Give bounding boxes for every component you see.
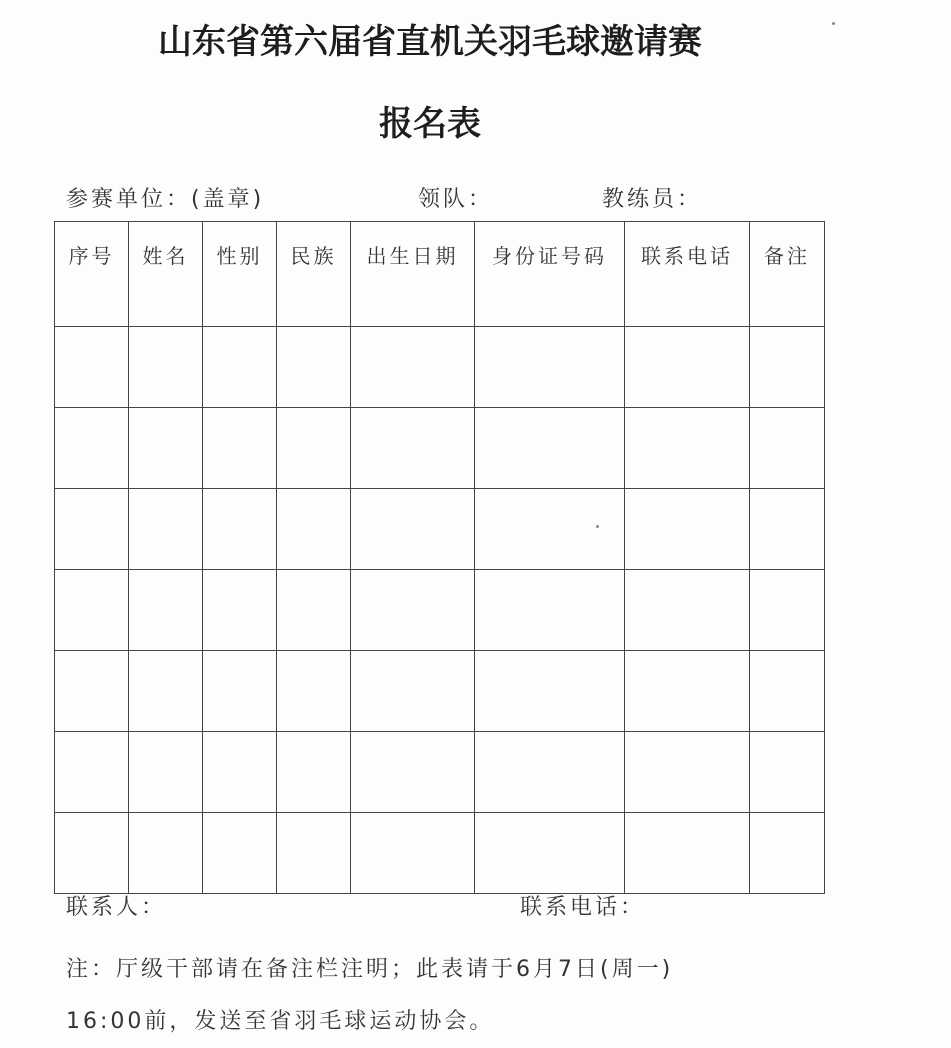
- table-cell[interactable]: [625, 327, 750, 408]
- table-cell[interactable]: [475, 813, 625, 894]
- table-row: [55, 651, 825, 732]
- table-cell[interactable]: [203, 489, 277, 570]
- table-cell[interactable]: [475, 651, 625, 732]
- table-cell[interactable]: [475, 408, 625, 489]
- table-row: [55, 732, 825, 813]
- coach-field-label: 教练员：: [602, 187, 703, 212]
- table-cell[interactable]: [55, 651, 129, 732]
- table-cell[interactable]: [203, 651, 277, 732]
- table-cell[interactable]: [203, 732, 277, 813]
- form-title: 山东省第六届省直机关羽毛球邀请赛: [158, 22, 702, 62]
- table-cell[interactable]: [277, 327, 351, 408]
- table-cell[interactable]: [277, 408, 351, 489]
- table-cell[interactable]: [351, 732, 475, 813]
- registration-table: [54, 221, 825, 894]
- scan-speck: [832, 22, 835, 25]
- table-cell[interactable]: [129, 732, 203, 813]
- column-header: 联系电话: [625, 222, 750, 327]
- table-header-row: [55, 222, 825, 327]
- column-header: 性别: [203, 222, 277, 327]
- table-cell[interactable]: [351, 570, 475, 651]
- table-cell[interactable]: [55, 489, 129, 570]
- table-cell[interactable]: [351, 327, 475, 408]
- table-cell[interactable]: [277, 651, 351, 732]
- note-line-1: 注：厅级干部请在备注栏注明；此表请于6月7日(周一): [66, 957, 674, 982]
- column-header: 出生日期: [351, 222, 475, 327]
- table-cell[interactable]: [277, 732, 351, 813]
- column-header: 序号: [55, 222, 129, 327]
- table-cell[interactable]: [625, 813, 750, 894]
- column-header: 身份证号码: [475, 222, 625, 327]
- table-cell[interactable]: [203, 813, 277, 894]
- contact-phone-label: 联系电话：: [520, 895, 646, 920]
- table-row: [55, 327, 825, 408]
- table-cell[interactable]: [203, 408, 277, 489]
- table-cell[interactable]: [750, 408, 825, 489]
- column-header: 姓名: [129, 222, 203, 327]
- table-cell[interactable]: [129, 813, 203, 894]
- table-cell[interactable]: [55, 813, 129, 894]
- table-cell[interactable]: [750, 327, 825, 408]
- table-row: [55, 570, 825, 651]
- column-header: 备注: [750, 222, 825, 327]
- table-cell[interactable]: [625, 489, 750, 570]
- table-cell[interactable]: [351, 813, 475, 894]
- table-cell[interactable]: [55, 570, 129, 651]
- table-cell[interactable]: [475, 327, 625, 408]
- table-cell[interactable]: [750, 651, 825, 732]
- table-cell[interactable]: [351, 408, 475, 489]
- table-cell[interactable]: [129, 408, 203, 489]
- table-cell[interactable]: [625, 651, 750, 732]
- table-cell[interactable]: [750, 732, 825, 813]
- table-cell[interactable]: [475, 732, 625, 813]
- form-subtitle: 报名表: [379, 104, 481, 144]
- table-cell[interactable]: [351, 651, 475, 732]
- table-cell[interactable]: [277, 570, 351, 651]
- table-cell[interactable]: [750, 570, 825, 651]
- scan-speck: [596, 525, 599, 528]
- table-cell[interactable]: [475, 489, 625, 570]
- unit-field-label: 参赛单位：(盖章): [66, 187, 265, 212]
- contact-person-label: 联系人：: [66, 895, 167, 920]
- table-row: [55, 408, 825, 489]
- table-cell[interactable]: [203, 570, 277, 651]
- table-cell[interactable]: [750, 489, 825, 570]
- table-cell[interactable]: [475, 570, 625, 651]
- table-cell[interactable]: [625, 408, 750, 489]
- leader-field-label: 领队：: [418, 187, 494, 212]
- table-cell[interactable]: [55, 327, 129, 408]
- table-cell[interactable]: [277, 813, 351, 894]
- table-cell[interactable]: [750, 813, 825, 894]
- table-cell[interactable]: [129, 327, 203, 408]
- table-cell[interactable]: [129, 489, 203, 570]
- table-row: [55, 813, 825, 894]
- table-cell[interactable]: [203, 327, 277, 408]
- note-line-2: 16:00前，发送至省羽毛球运动协会。: [66, 1009, 495, 1034]
- table-cell[interactable]: [625, 732, 750, 813]
- table-cell[interactable]: [277, 489, 351, 570]
- table-cell[interactable]: [625, 570, 750, 651]
- table-cell[interactable]: [351, 489, 475, 570]
- column-header: 民族: [277, 222, 351, 327]
- table-cell[interactable]: [55, 732, 129, 813]
- table-cell[interactable]: [55, 408, 129, 489]
- table-cell[interactable]: [129, 570, 203, 651]
- table-row: [55, 489, 825, 570]
- table-cell[interactable]: [129, 651, 203, 732]
